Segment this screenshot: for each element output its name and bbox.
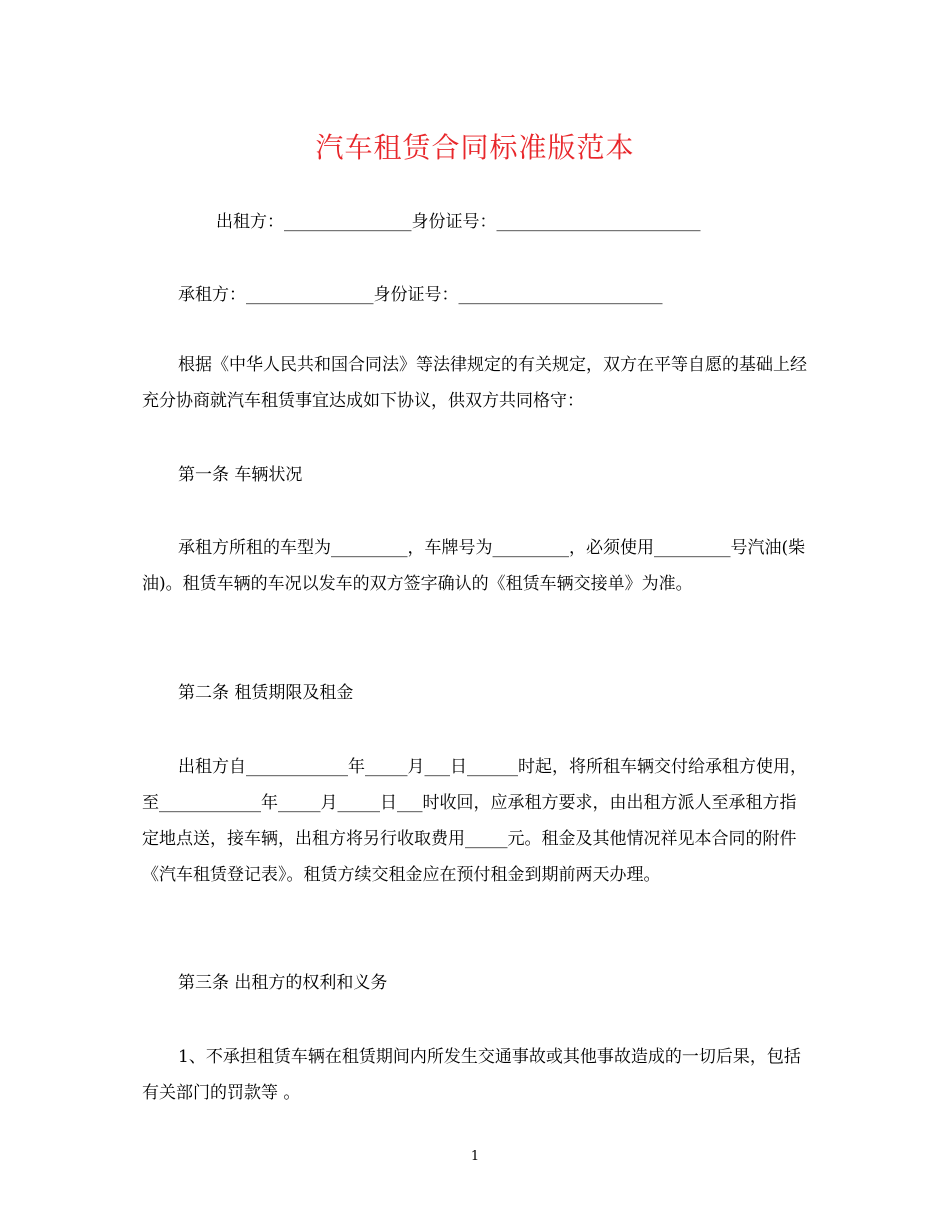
document-title: 汽车租赁合同标准版范本 (315, 131, 635, 164)
article3-heading: 第三条 出租方的权利和义务 (178, 973, 388, 993)
preamble-paragraph: 根据《中华人民共和国合同法》等法律规定的有关规定，双方在平等自愿的基础上经充分协商就汽车租赁事宜达成如下协议，供双方共同格守： (142, 355, 807, 411)
article2-paragraph: 出租方自____________年_____月___日______时起，将所租车辆交付给承租方使用，至____________年_____月_____日___时收回，应承租方要求，由出租方派人至承租方指定地点送，接车辆，出租方将另行收取费用_____元。租金及其他情况祥见本合同的附件《汽车租赁登记表》。租赁方续交租金应在预付租金到期前两天办理。 (142, 757, 807, 885)
page-number: 1 (470, 1149, 480, 1164)
article1-paragraph: 承租方所租的车型为_________，车牌号为_________，必须使用_________号汽油(柴油)。租赁车辆的车况以发车的双方签字确认的《租赁车辆交接单》为准。 (142, 538, 806, 594)
article3-item1-paragraph: 1、不承担租赁车辆在租赁期间内所发生交通事故或其他事故造成的一切后果，包括有关部门的罚款等 。 (142, 1047, 801, 1103)
article2-heading: 第二条 租赁期限及租金 (178, 683, 354, 703)
article1-heading: 第一条 车辆状况 (178, 465, 303, 485)
lessor-line: 出租方：_______________身份证号：________________________ (216, 212, 701, 232)
lessee-line: 承租方：_______________身份证号：________________________ (178, 285, 663, 305)
